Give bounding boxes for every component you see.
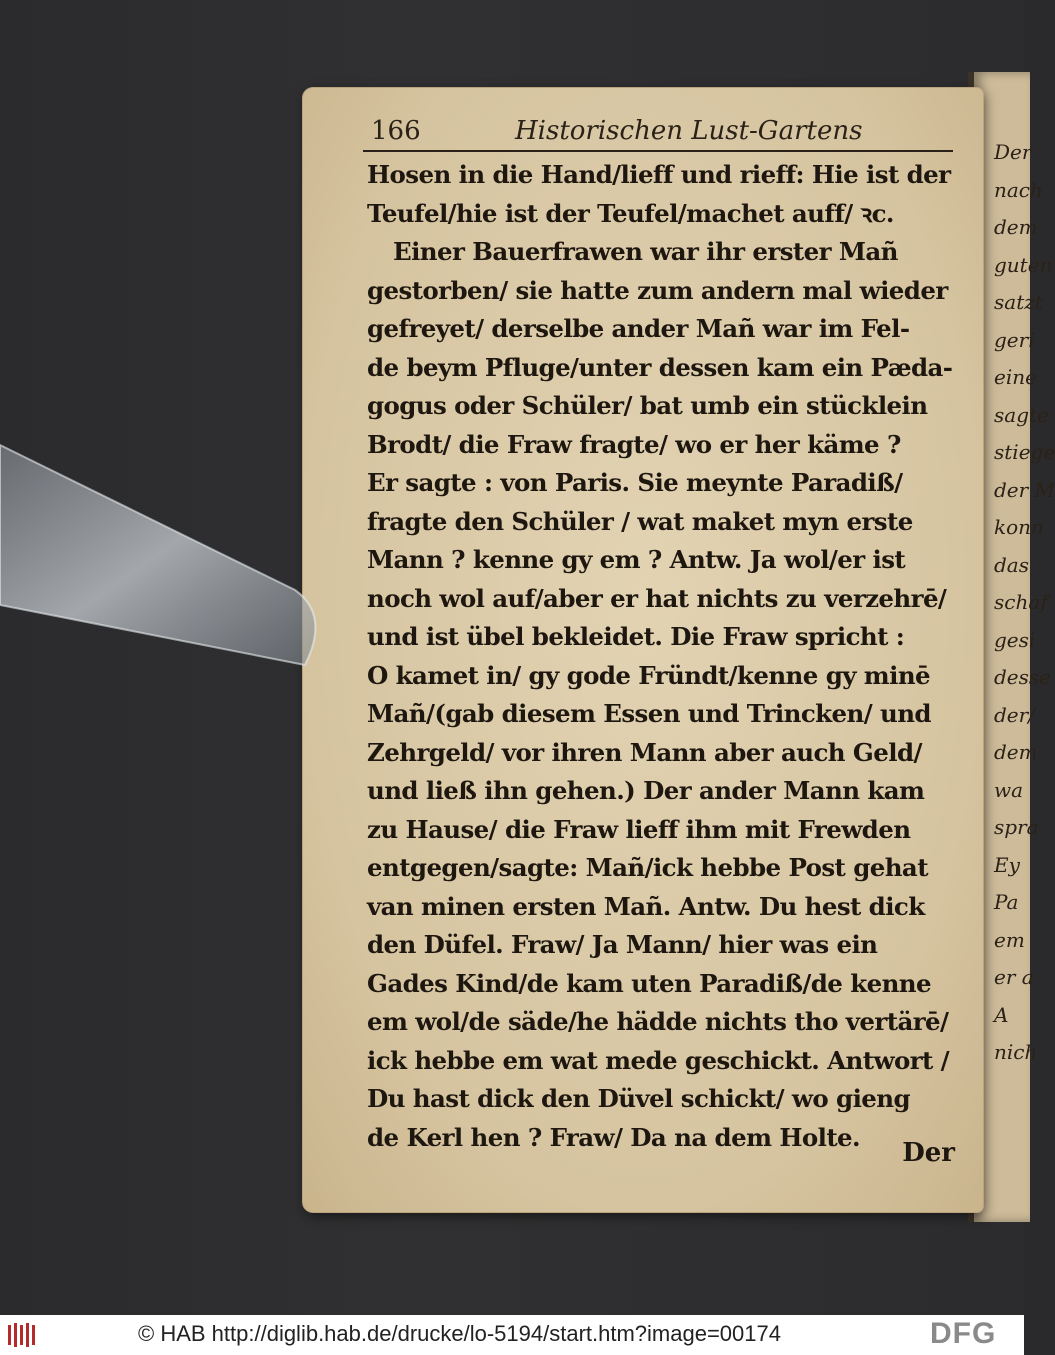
text-line: Brodt/ die Fraw fragte/ wo er her käme ?: [367, 429, 901, 459]
text-line: und ist übel bekleidet. Die Fraw spricht :: [367, 622, 905, 651]
text-line: Teufel/hie ist der Teufel/machet auff/ ꝛc.: [367, 198, 894, 228]
adjacent-page-fragment: nich: [994, 1040, 1038, 1064]
adjacent-page-fragment: das: [994, 552, 1029, 577]
adjacent-page-fragment: eine: [994, 365, 1037, 389]
adjacent-page-fragment: stiege: [994, 440, 1055, 464]
adjacent-page-fragment: satzt: [994, 290, 1043, 314]
page-header: [363, 114, 953, 152]
text-line: Er sagte : von Paris. Sie meynte Paradiß/: [367, 468, 903, 497]
adjacent-page-fragment: spra: [994, 815, 1039, 839]
text-line: ick hebbe em wat mede geschickt. Antwort /: [367, 1045, 950, 1075]
adjacent-page-fragment: em: [994, 927, 1025, 952]
book-page: [303, 88, 983, 1212]
adjacent-page-fragment: geri: [994, 327, 1035, 352]
text-line: de Kerl hen ? Fraw/ Da na dem Holte.: [367, 1122, 860, 1152]
adjacent-page-fragment: er a: [994, 965, 1034, 989]
adjacent-page-fragment: schaf: [994, 590, 1048, 614]
text-line: Einer Bauerfrawen war ihr erster Mañ: [393, 237, 898, 266]
text-line: de beym Pfluge/unter dessen kam ein Pæda-: [367, 352, 953, 382]
adjacent-page-fragment: der/: [994, 702, 1035, 727]
adjacent-page-fragment: Der: [994, 140, 1032, 164]
page-number: 166: [371, 116, 421, 146]
text-line: Mann ? kenne gy em ? Antw. Ja wol/er ist: [367, 545, 906, 574]
text-line: van minen ersten Mañ. Antw. Du hest dick: [367, 891, 925, 921]
text-line: Du hast dick den Düvel schickt/ wo gieng: [367, 1084, 911, 1113]
adjacent-page-fragment: desse: [994, 665, 1052, 689]
running-head: Historischen Lust-Gartens: [515, 116, 863, 146]
text-line: em wol/de säde/he hädde nichts tho vertärē/: [367, 1007, 949, 1036]
adjacent-page-fragment: A: [994, 1002, 1009, 1027]
text-line: Gades Kind/de kam uten Paradiß/de kenne: [367, 968, 931, 998]
adjacent-page-fragment: nach: [994, 177, 1043, 202]
text-line: O kamet in/ gy gode Fründt/kenne gy minē: [367, 660, 931, 690]
text-line: Hosen in die Hand/lieff und rieff: Hie ist der: [367, 160, 951, 189]
footer-copyright-link[interactable]: © HAB http://diglib.hab.de/drucke/lo-5194/start.htm?image=00174: [138, 1321, 781, 1346]
text-line: den Düfel. Fraw/ Ja Mann/ hier was ein: [367, 930, 878, 959]
adjacent-page-fragment: sagte: [994, 402, 1049, 427]
text-line: gogus oder Schüler/ bat umb ein stücklein: [367, 391, 928, 420]
adjacent-page-fragment: wa: [994, 777, 1024, 802]
text-line: fragte den Schüler / wat maket myn erste: [367, 506, 913, 536]
text-line: Mañ/(gab diesem Essen und Trincken/ und: [367, 699, 931, 728]
text-line: noch wol auf/aber er hat nichts zu verzehrē/: [367, 583, 947, 613]
text-line: gestorben/ sie hatte zum andern mal wieder: [367, 275, 948, 305]
text-line: Zehrgeld/ vor ihren Mann aber auch Geld/: [367, 737, 922, 767]
text-line: und ließ ihn gehen.) Der ander Mann kam: [367, 776, 925, 805]
adjacent-page-fragment: Pa: [994, 890, 1019, 914]
adjacent-page-fragment: dem: [994, 740, 1038, 764]
hab-logo-icon: [6, 1321, 38, 1349]
adjacent-page-fragment: der M: [994, 477, 1055, 502]
catchword: Der: [902, 1138, 955, 1168]
glass-pointer-icon: [0, 440, 340, 700]
text-line: zu Hause/ die Fraw lieff ihm mit Frewden: [367, 814, 911, 844]
adjacent-page-fragment: Ey: [994, 852, 1020, 877]
adjacent-page-fragment: gesi: [994, 627, 1036, 652]
page-body-text: [367, 156, 957, 1157]
dfg-logo: DFG: [930, 1317, 997, 1350]
footer-bar: [0, 1315, 1024, 1355]
adjacent-page-fragment: konn: [994, 515, 1044, 539]
adjacent-page-fragment: guten: [994, 252, 1053, 277]
text-line: entgegen/sagte: Mañ/ick hebbe Post gehat: [367, 853, 928, 882]
adjacent-page-fragment: dem: [994, 215, 1038, 239]
text-line: gefreyet/ derselbe ander Mañ war im Fel-: [367, 314, 910, 343]
